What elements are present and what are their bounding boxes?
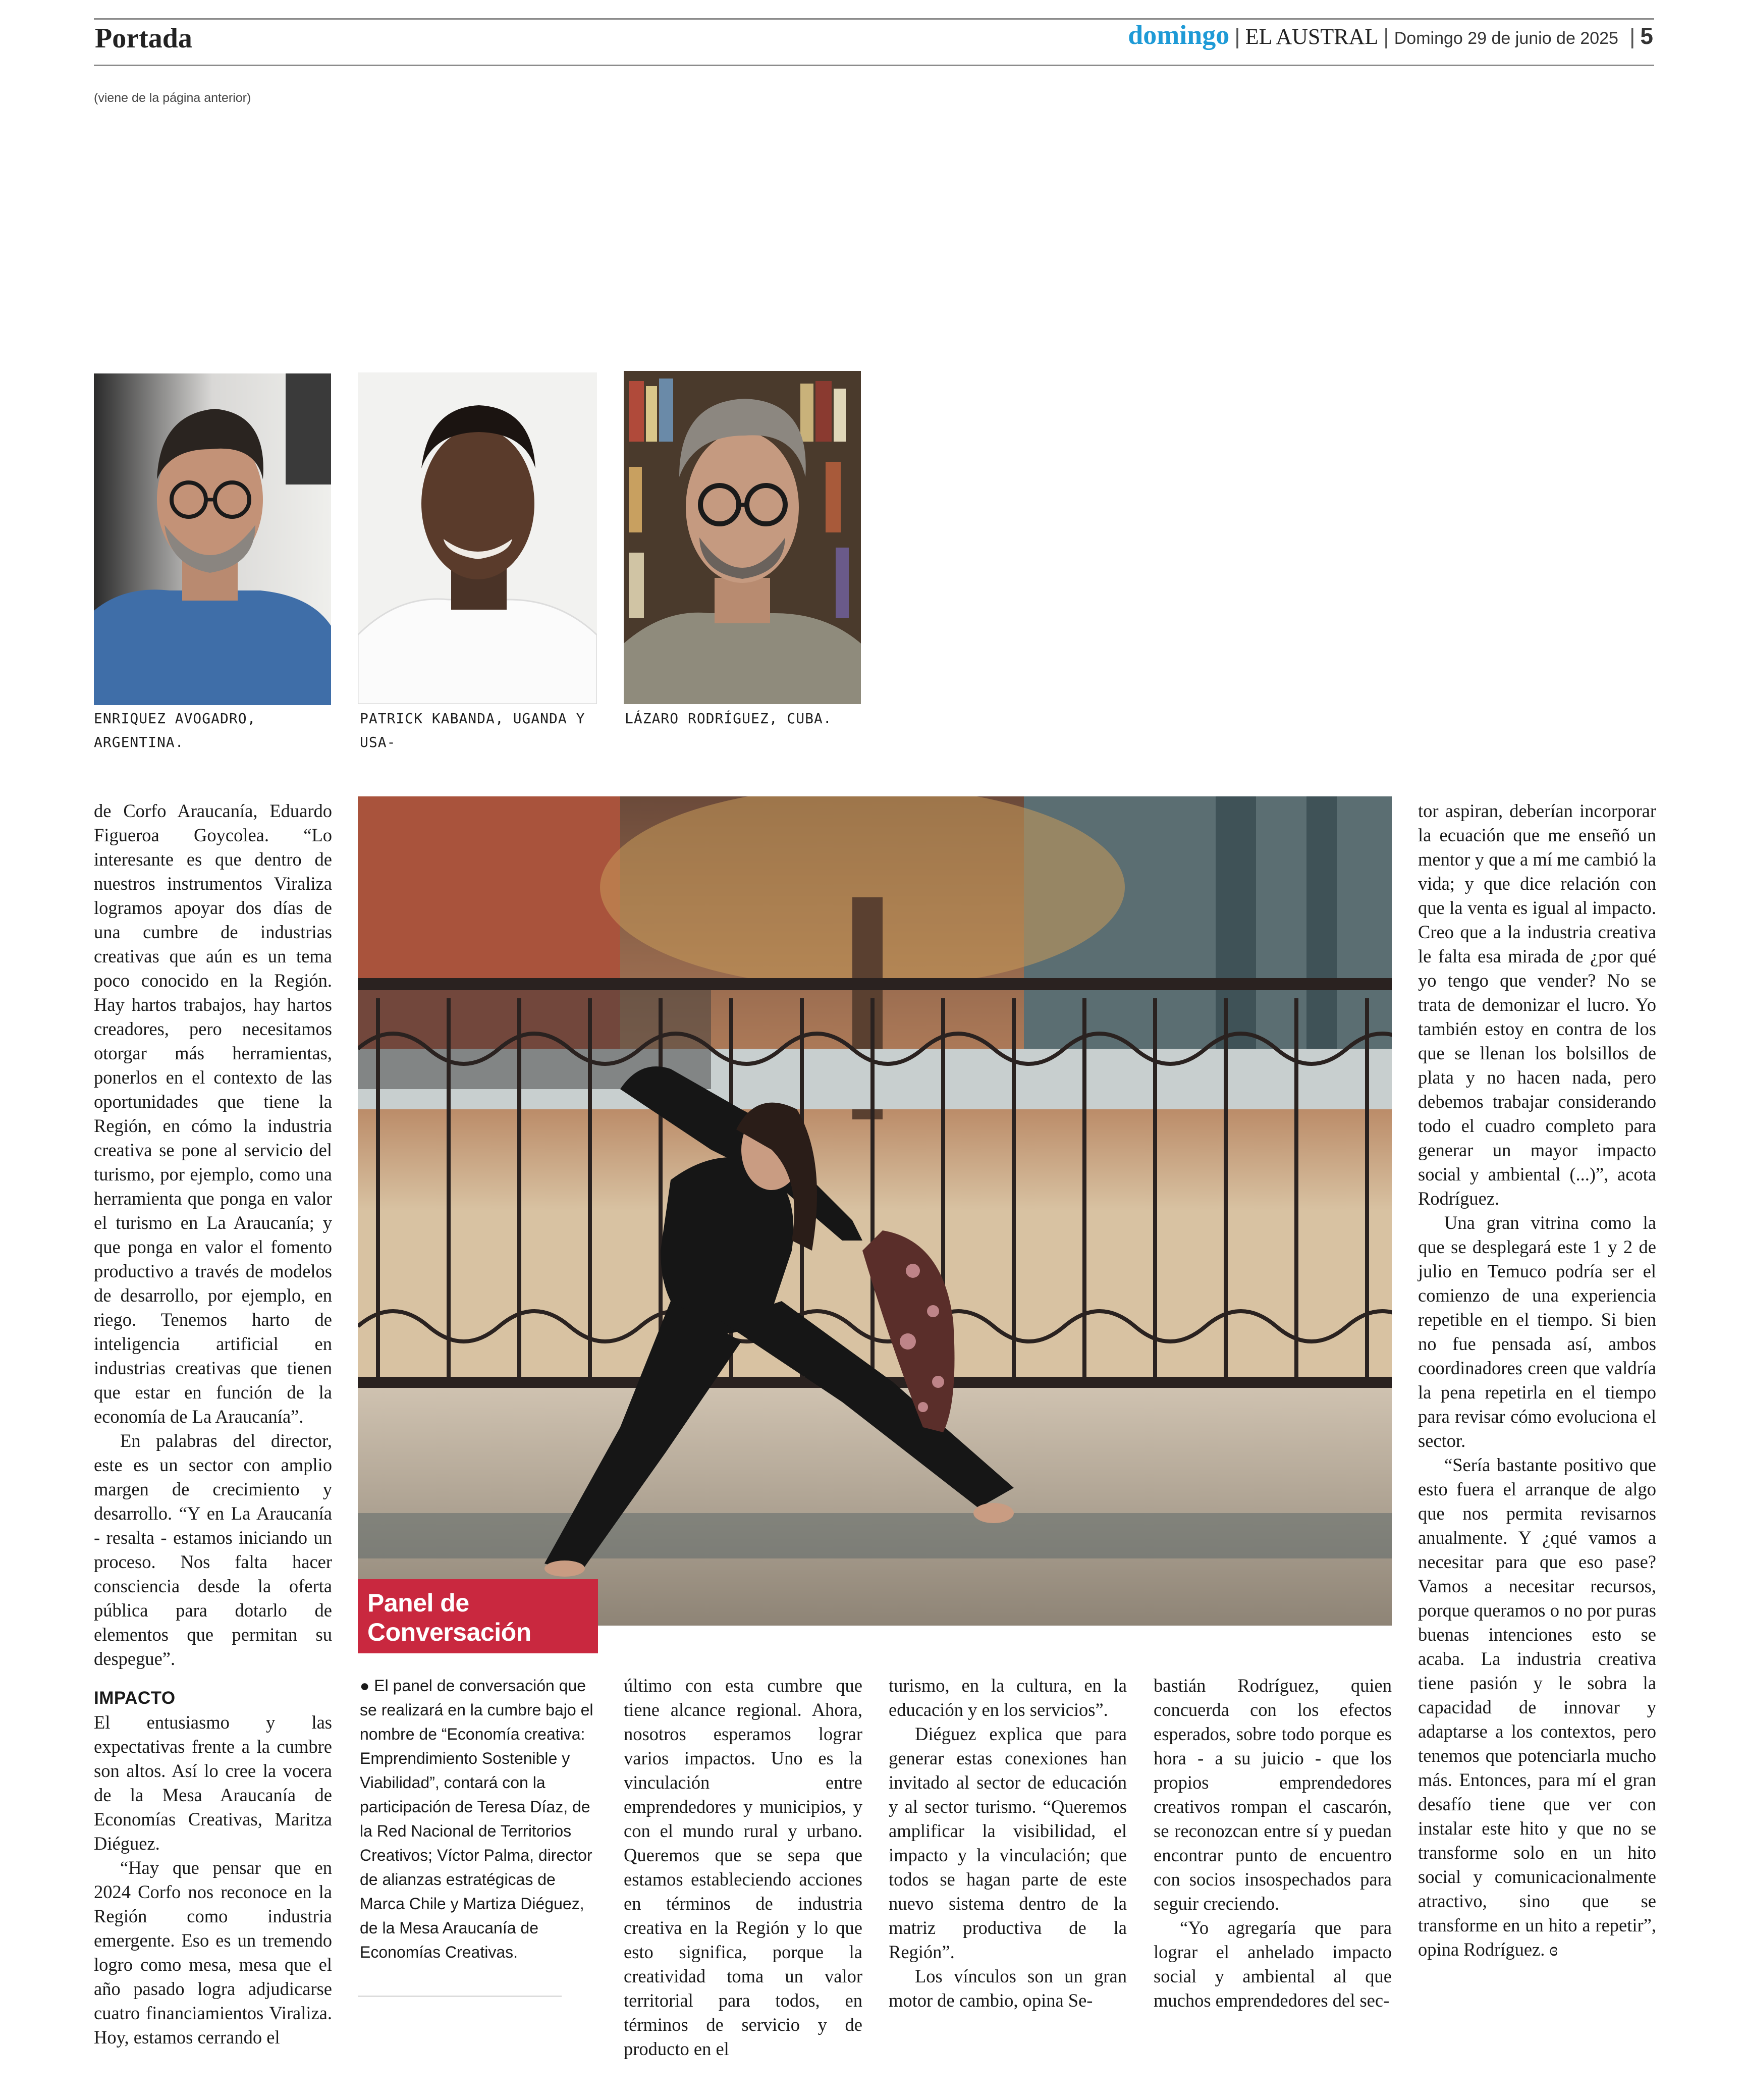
- column4-paragraph-3: Los vínculos son un gran motor de cambio, opina Se-: [889, 1966, 1127, 2011]
- column5-paragraph-2: “Yo agregaría que para lograr el anhelado impacto social y ambiental al que muchos emprendedores del sec-: [1154, 1917, 1392, 2011]
- portrait-photo-3: [624, 371, 861, 704]
- banner-line-1: Panel de: [367, 1589, 469, 1617]
- column1-paragraph-4: “Hay que pensar que en 2024 Corfo nos reconoce en la Región como industria emergente. Eso es un tremendo logro como mesa, mesa que el año pasado logra adjudicarse cuatro financiamientos Viraliza. Hoy, estamos cerrando el: [94, 1857, 332, 2048]
- column5-paragraph-1: bastián Rodríguez, quien concuerda con los efectos esperados, sobre todo porque es hora - a su juicio - que los propios emprendedores creativos rompan el cascarón, se reconozcan entre sí y puedan encontrar punto de encuentro con socios insospechados para seguir creciendo.: [1154, 1675, 1392, 1914]
- subhead-impacto: IMPACTO: [94, 1688, 176, 1708]
- masthead: domingo | EL AUSTRAL | Domingo 29 de junio de 2025 | 5: [1128, 20, 1653, 50]
- dancer-photo: [358, 796, 1392, 1626]
- portrait-photo-1: [94, 373, 331, 705]
- column6-paragraph-1: tor aspiran, deberían incorporar la ecuación que me enseñó un mentor y que a mí me cambió la vida; y que dice relación con que la venta es igual al impacto. Creo que a la industria creativa le falta esa mirada de ¿por qué yo tengo que vender? No se trata de demonizar el lucro. Yo también estoy en contra de los que se llenan los bolsillos de plata y no hacen nada, pero debemos trabajar considerando todo el cuadro completo para generar un mayor impacto social y ambiental (...)”, acota Rodríguez.: [1418, 800, 1656, 1209]
- panel-banner: [358, 1579, 598, 1653]
- caption-portrait-3: LÁZARO RODRÍGUEZ, CUBA.: [625, 710, 832, 727]
- article-column-3: [624, 1674, 862, 2061]
- continued-note: (viene de la página anterior): [94, 91, 251, 105]
- column1-paragraph-1: de Corfo Araucanía, Eduardo Figueroa Goycolea. “Lo interesante es que dentro de nuestros instrumentos Viraliza logramos apoyar dos días de una cumbre de industrias creativas que aún es un tema poco conocido en la Región. Hay hartos trabajos, hay hartos creadores, pero necesitamos otorgar más herramientas, ponerlos en el contexto de las oportunidades que tiene la Región, en cómo la industria creativa se pone al servicio del turismo, por ejemplo, como una herramienta que ponga en valor el turismo en La Araucanía; y que ponga en valor el fomento productivo a través de modelos de desarrollo, por ejemplo, en riego. Tenemos harto de inteligencia artificial en industrias creativas que tienen que estar en función de la economía de La Araucanía”.: [94, 800, 332, 1427]
- sidebar-divider: [358, 1996, 562, 1997]
- bullet-icon: ●: [360, 1677, 370, 1695]
- column4-paragraph-2: Diéguez explica que para generar estas conexiones han invitado al sector de educación y al sector turismo. “Queremos amplificar la visibilidad, el impacto y la vinculación; que todos se hagan parte de este nuevo sistema dentro de la matriz productiva de la Región”.: [889, 1724, 1127, 1962]
- header-rule: [94, 65, 1654, 66]
- article-column-4: [889, 1674, 1127, 2013]
- column1-paragraph-2: En palabras del director, este es un sector con amplio margen de crecimiento y desarrollo. “Y en La Araucanía - resalta - estamos iniciando un proceso. Nos falta hacer consciencia desde la oferta pública para dotarlo de elementos que permitan su despegue”.: [94, 1430, 332, 1669]
- article-column-1: [94, 799, 332, 2050]
- caption-portrait-1: ENRIQUEZ AVOGADRO, ARGENTINA.: [94, 710, 256, 750]
- column3-paragraph-1: último con esta cumbre que tiene alcance regional. Ahora, nosotros esperamos lograr varios impactos. Uno es la vinculación entre emprendedores y municipios, y con el mundo rural y urbano. Queremos que se sepa que estamos estableciendo acciones en términos de industria creativa en la Región y lo que esto significa, porque la creatividad toma un valor territorial para todos, en términos de servicio y de producto en el: [624, 1675, 862, 2059]
- article-column-5: [1154, 1674, 1392, 2013]
- sidebar-box: [360, 1674, 597, 1964]
- end-mark-icon: ɞ: [1549, 1939, 1558, 1960]
- column6-paragraph-3: “Sería bastante positivo que esto fuera el arranque de algo que nos permita revisarnos anualmente. Y ¿qué vamos a necesitar para que eso pase? Vamos a necesitar recursos, porque queramos o no por puras buenas intenciones esto se acaba. La industria creativa tiene pasión y le sobra la capacidad de innovar y adaptarse a los contextos, pero tenemos que potenciarla mucho más. Entonces, para mí el gran desafío tiene que ver con instalar este hito y que no se transforme solo en un hito social y comunicacionalmente atractivo, sino que se transforme en un hito a repetir”, opina Rodríguez.: [1418, 1455, 1656, 1960]
- banner-line-2: Conversación: [367, 1618, 531, 1646]
- section-title: Portada: [95, 23, 192, 54]
- column6-paragraph-2: Una gran vitrina como la que se desplegará este 1 y 2 de julio en Temuco podría ser el comienzo de una experiencia repetible en el tiempo. Si bien no fue pensada así, ambos coordinadores creen que valdría la pena repetirla en el tiempo para revisar cómo evoluciona el sector.: [1418, 1212, 1656, 1451]
- brand-name: domingo: [1128, 20, 1230, 50]
- caption-portrait-2: PATRICK KABANDA, UGANDA Y USA-: [360, 710, 585, 750]
- column4-paragraph-1: turismo, en la cultura, en la educación y en los servicios”.: [889, 1675, 1127, 1720]
- article-column-6: [1418, 799, 1656, 1962]
- portrait-photo-2: [358, 372, 597, 704]
- issue-date: Domingo 29 de junio de 2025: [1394, 29, 1618, 48]
- page-number: 5: [1640, 23, 1653, 49]
- sidebar-text: El panel de conversación que se realizará en la cumbre bajo el nombre de “Economía creativa: Emprendimiento Sostenible y Viabilidad”, contará con la participación de Teresa Díaz, de la Red Nacional de Territorios Creativos; Víctor Palma, director de alianzas estratégicas de Marca Chile y Martiza Diéguez, de la Mesa Araucanía de Economías Creativas.: [360, 1677, 593, 1961]
- newspaper-name: EL AUSTRAL: [1245, 24, 1379, 49]
- column1-paragraph-3: El entusiasmo y las expectativas frente a la cumbre son altos. Así lo cree la vocera de la Mesa Araucanía de Economías Creativas, Maritza Diéguez.: [94, 1712, 332, 1854]
